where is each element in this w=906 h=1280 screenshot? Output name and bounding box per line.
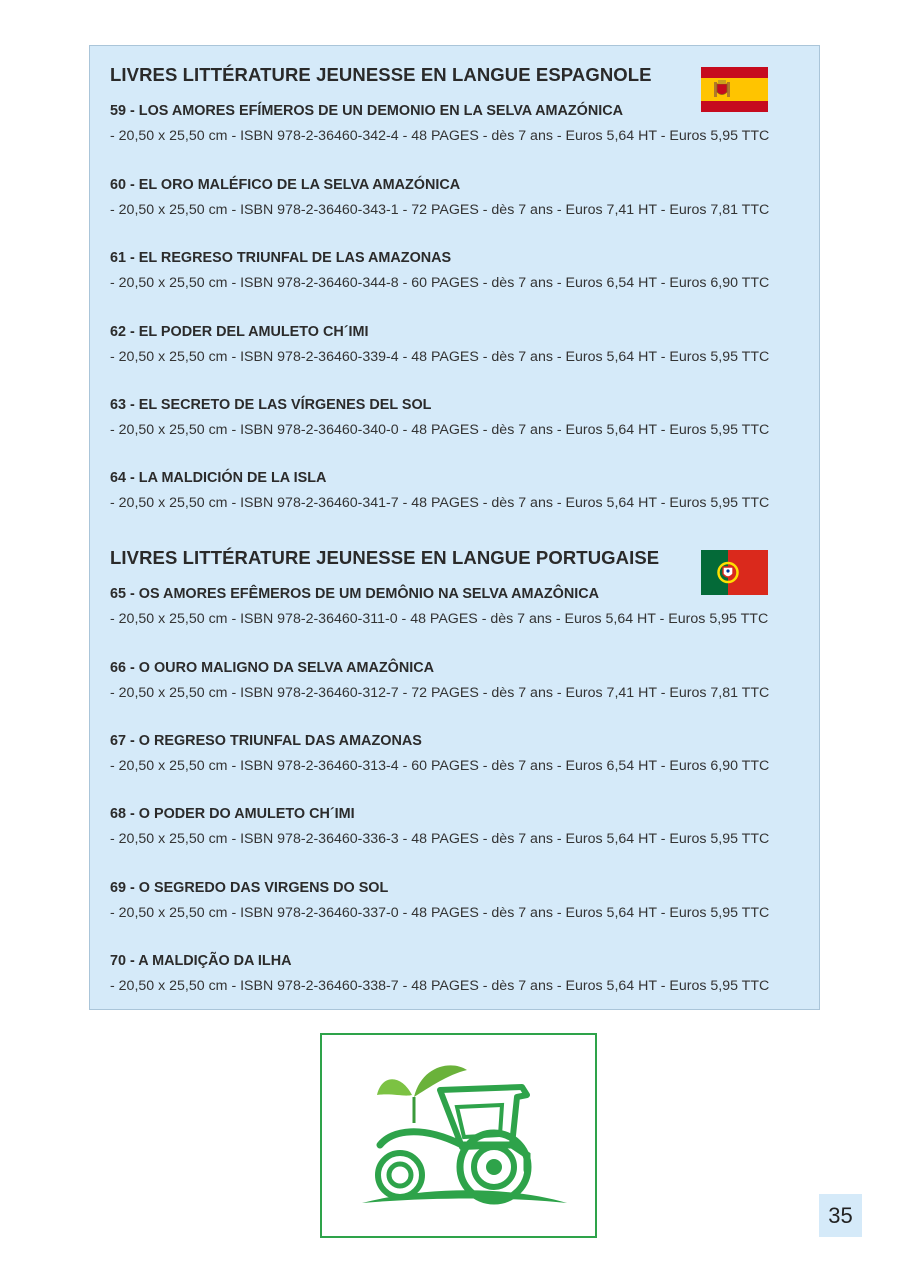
book-title: 63 - EL SECRETO DE LAS VÍRGENES DEL SOL [110,397,432,413]
list-item [110,468,810,513]
list-item [110,248,810,293]
section-heading-portuguese: LIVRES LITTÉRATURE JEUNESSE EN LANGUE PORTUGAISE [110,547,660,568]
book-details: - 20,50 x 25,50 cm - ISBN 978-2-36460-339-4 - 48 PAGES - dès 7 ans - Euros 5,64 HT - Euros 5,95 TTC [110,349,770,365]
list-item [110,101,810,146]
book-title: 66 - O OURO MALIGNO DA SELVA AMAZÔNICA [110,660,435,676]
book-title: 70 - A MALDIÇÃO DA ILHA [110,953,292,969]
eco-logo-box [320,1033,597,1238]
list-item [110,395,810,440]
book-details: - 20,50 x 25,50 cm - ISBN 978-2-36460-313-4 - 60 PAGES - dès 7 ans - Euros 6,54 HT - Euros 6,90 TTC [110,758,770,774]
book-details: - 20,50 x 25,50 cm - ISBN 978-2-36460-343-1 - 72 PAGES - dès 7 ans - Euros 7,41 HT - Euros 7,81 TTC [110,202,770,218]
book-details: - 20,50 x 25,50 cm - ISBN 978-2-36460-336-3 - 48 PAGES - dès 7 ans - Euros 5,64 HT - Euros 5,95 TTC [110,831,770,847]
book-title: 60 - EL ORO MALÉFICO DE LA SELVA AMAZÓNICA [110,177,461,193]
tractor-leaf-logo-icon [322,1035,595,1236]
book-details: - 20,50 x 25,50 cm - ISBN 978-2-36460-311-0 - 48 PAGES - dès 7 ans - Euros 5,64 HT - Euros 5,95 TTC [110,611,769,627]
list-item [110,175,810,220]
list-item [110,878,810,923]
list-item [110,951,810,996]
section-heading-spanish: LIVRES LITTÉRATURE JEUNESSE EN LANGUE ESPAGNOLE [110,64,652,85]
book-details: - 20,50 x 25,50 cm - ISBN 978-2-36460-342-4 - 48 PAGES - dès 7 ans - Euros 5,64 HT - Euros 5,95 TTC [110,128,770,144]
book-details: - 20,50 x 25,50 cm - ISBN 978-2-36460-341-7 - 48 PAGES - dès 7 ans - Euros 5,64 HT - Euros 5,95 TTC [110,495,770,511]
book-title: 61 - EL REGRESO TRIUNFAL DE LAS AMAZONAS [110,250,452,266]
book-title: 65 - OS AMORES EFÊMEROS DE UM DEMÔNIO NA SELVA AMAZÔNICA [110,586,600,602]
book-title: 64 - LA MALDICIÓN DE LA ISLA [110,470,327,486]
catalog-box [89,45,820,1010]
book-details: - 20,50 x 25,50 cm - ISBN 978-2-36460-338-7 - 48 PAGES - dès 7 ans - Euros 5,64 HT - Euros 5,95 TTC [110,978,770,994]
book-details: - 20,50 x 25,50 cm - ISBN 978-2-36460-340-0 - 48 PAGES - dès 7 ans - Euros 5,64 HT - Euros 5,95 TTC [110,422,770,438]
book-details: - 20,50 x 25,50 cm - ISBN 978-2-36460-337-0 - 48 PAGES - dès 7 ans - Euros 5,64 HT - Euros 5,95 TTC [110,905,770,921]
list-item [110,322,810,367]
book-details: - 20,50 x 25,50 cm - ISBN 978-2-36460-312-7 - 72 PAGES - dès 7 ans - Euros 7,41 HT - Euros 7,81 TTC [110,685,770,701]
book-details: - 20,50 x 25,50 cm - ISBN 978-2-36460-344-8 - 60 PAGES - dès 7 ans - Euros 6,54 HT - Euros 6,90 TTC [110,275,770,291]
book-title: 62 - EL PODER DEL AMULETO CH´IMI [110,324,369,340]
page-number: 35 [819,1194,862,1237]
list-item [110,731,810,776]
list-item [110,658,810,703]
book-title: 69 - O SEGREDO DAS VIRGENS DO SOL [110,880,389,896]
book-title: 68 - O PODER DO AMULETO CH´IMI [110,806,355,822]
book-title: 59 - LOS AMORES EFÍMEROS DE UN DEMONIO EN LA SELVA AMAZÓNICA [110,103,624,119]
book-title: 67 - O REGRESO TRIUNFAL DAS AMAZONAS [110,733,422,749]
list-item [110,804,810,849]
list-item [110,584,810,629]
